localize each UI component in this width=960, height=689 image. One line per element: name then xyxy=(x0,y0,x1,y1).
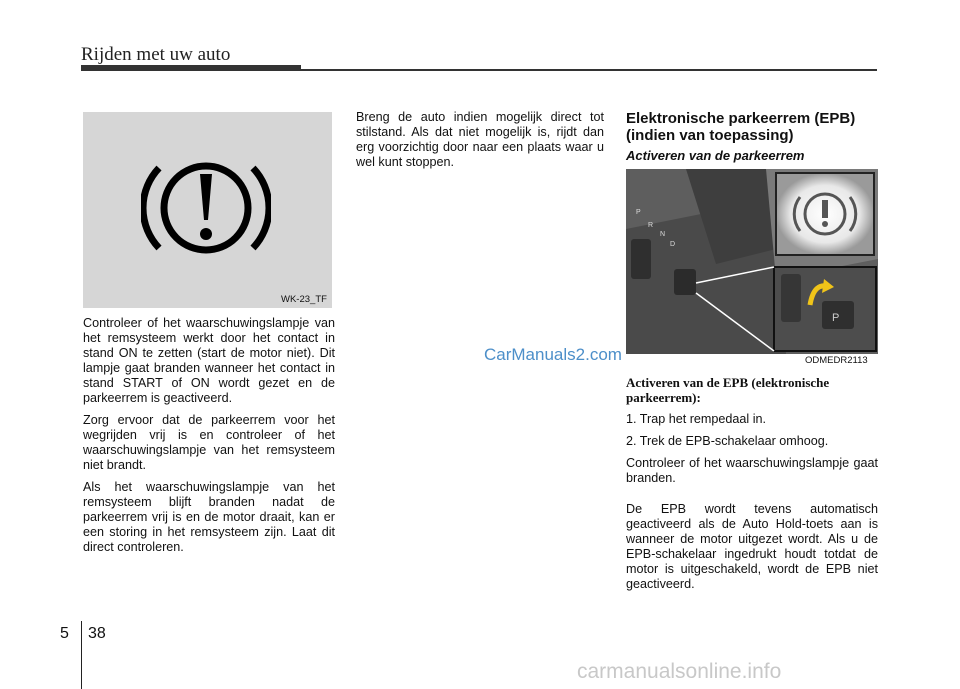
paragraph: Zorg ervoor dat de parkeerrem voor het wegrijden vrij is en controleer of het waarschuwingslampje van het remsysteem niet brandt. xyxy=(83,413,335,472)
subsection-title: Activeren van de parkeerrem xyxy=(626,148,805,163)
brake-warning-icon xyxy=(141,148,271,268)
watermark: CarManuals2.com xyxy=(484,345,622,364)
middle-column xyxy=(356,110,604,177)
footer-divider xyxy=(81,621,82,689)
brake-warning-figure xyxy=(83,112,332,308)
paragraph: Controleer of het waarschuwingslampje gaat branden. xyxy=(626,456,878,485)
gear-label: R xyxy=(648,222,654,229)
gear-label: P xyxy=(636,209,641,216)
figure-code: ODMEDR2113 xyxy=(805,355,868,366)
left-column xyxy=(83,316,335,562)
list-item: 1. Trap het rempedaal in. xyxy=(626,412,767,426)
page-number: 38 xyxy=(88,625,106,642)
paragraph: Als het waarschuwingslampje van het remsysteem blijft branden nadat de parkeerrem vrij is en de motor draait, kan er een storing in het remsysteem zijn. Laat dit direct controleren. xyxy=(83,480,335,554)
header-rule-thin xyxy=(301,69,877,71)
site-watermark: carmanualsonline.info xyxy=(577,660,782,683)
epb-photo xyxy=(626,169,878,354)
paragraph: De EPB wordt tevens automatisch geactiveerd als de Auto Hold-toets aan is wanneer de motor uitgezet wordt. Als u de EPB-schakelaar ingedrukt houdt totdat de motor is uitgeschakeld, wordt de EPB niet geactiveerd. xyxy=(626,502,878,591)
gear-label: D xyxy=(670,241,676,248)
list-item: 2. Trek de EPB-schakelaar omhoog. xyxy=(626,434,829,448)
paragraph: Controleer of het waarschuwingslampje van het remsysteem werkt door het contact in stand ON te zetten (start de motor niet). Dit lampje gaat branden wanneer het contact in stand START of ON wordt gezet en de parkeerrem is geactiveerd. xyxy=(83,316,335,405)
gear-label: N xyxy=(660,231,666,238)
epb-switch-symbol: P xyxy=(832,312,840,324)
figure-code: WK-23_TF xyxy=(281,294,327,305)
right-column xyxy=(626,375,878,599)
section-title: Elektronische parkeerrem (EPB) (indien van toepassing) xyxy=(626,110,856,144)
paragraph: Breng de auto indien mogelijk direct tot stilstand. Als dat niet mogelijk is, rijdt dan erg voorzichtig door naar een plaats waar u wel kunt stoppen. xyxy=(356,110,604,169)
chapter-number: 5 xyxy=(60,625,69,642)
procedure-heading: Activeren van de EPB (elektronische parkeerrem): xyxy=(626,375,830,405)
header-rule-thick xyxy=(81,65,301,71)
header-title: Rijden met uw auto xyxy=(81,44,231,65)
